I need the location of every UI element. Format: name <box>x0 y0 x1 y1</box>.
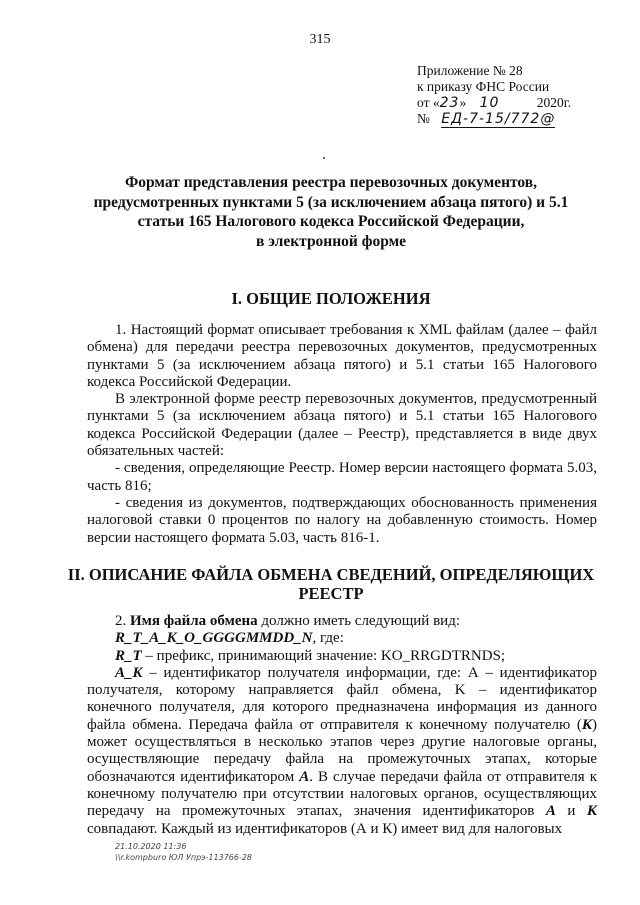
document-title <box>60 173 602 251</box>
section1-heading: I. ОБЩИЕ ПОЛОЖЕНИЯ <box>231 289 431 308</box>
paragraph: R_T – префикс, принимающий значение: KO_RRGDTRNDS; <box>115 647 506 664</box>
appendix-number: № ЕД-7-15/772@ <box>417 111 556 127</box>
date-year: 2020г. <box>536 95 572 110</box>
date-day: 23 <box>439 95 460 111</box>
print-stamp: 21.10.2020 11:36 \\r.kompburo ЮЛ Упрэ-113766-28 <box>115 842 253 862</box>
paragraph: В электронной форме реестр перевозочных документов, предусмотренный пунктами 5 (за исключением абзаца пятого) и 5.1 статьи 165 Налогового кодекса Российской Федерации (далее – Реестр), представляется в виде двух обязательных частей: <box>87 391 597 460</box>
speck <box>323 157 325 159</box>
title-line: Формат представления реестра перевозочных документов, <box>124 174 538 191</box>
section2-body <box>87 613 597 838</box>
paragraph: - сведения из документов, подтверждающих обоснованность применения налоговой ставки 0 процентов по налогу на добавленную стоимость. Номер версии настоящего формата 5.03, часть 816-1. <box>87 494 597 546</box>
paragraph: - сведения, определяющие Реестр. Номер версии настоящего формата 5.03, часть 816; <box>87 460 597 494</box>
paragraph: A_K – идентификатор получателя информации, где: А – идентификатор получателя, которому направляется файл обмена, K – идентификатор конечного получателя, для которого предназначена информация из данного файла обмена. Передача файла от отправителя к конечному получателю (К) может осуществляться в несколько этапов через другие налоговые органы, осуществляющие передачу файла на промежуточных этапах, которые обозначаются идентификатором А. В случае передачи файла от отправителя к конечному получателю при отсутствии налоговых органов, осуществляющих передачу на промежуточных этапах, значения идентификаторов А и К совпадают. Каждый из идентификаторов (А и К) имеет вид для налоговых <box>87 664 597 837</box>
appendix-line2: к приказу ФНС России <box>417 79 550 94</box>
appendix-block <box>417 63 617 128</box>
title-line: статьи 165 Налогового кодекса Российской Федерации, <box>137 213 525 230</box>
appendix-date: от «23» 10 2020г. <box>417 95 572 111</box>
section2-heading: II. ОПИСАНИЕ ФАЙЛА ОБМЕНА СВЕДЕНИЙ, ОПРЕДЕЛЯЮЩИХ РЕЕСТР <box>67 565 595 603</box>
paragraph: 1. Настоящий формат описывает требования к XML файлам (далее – файл обмена) для передачи реестра перевозочных документов, предусмотренных пунктами 5 (за исключением абзаца пятого) и 5.1 статьи 165 Налогового кодекса Российской Федерации. <box>87 322 597 390</box>
paragraph: R_T_A_K_O_GGGGMMDD_N, где: <box>115 630 344 647</box>
title-line: в электронной форме <box>255 232 407 250</box>
order-number: ЕД-7-15/772@ <box>441 111 556 127</box>
page-number: 315 <box>309 32 331 47</box>
appendix-line1: Приложение № 28 <box>417 63 523 78</box>
date-month: 10 <box>479 95 500 111</box>
paragraph: 2. Имя файла обмена должно иметь следующий вид: <box>115 613 460 629</box>
section1-body <box>87 322 597 547</box>
title-line: предусмотренных пунктами 5 (за исключением абзаца пятого) и 5.1 <box>93 193 569 211</box>
